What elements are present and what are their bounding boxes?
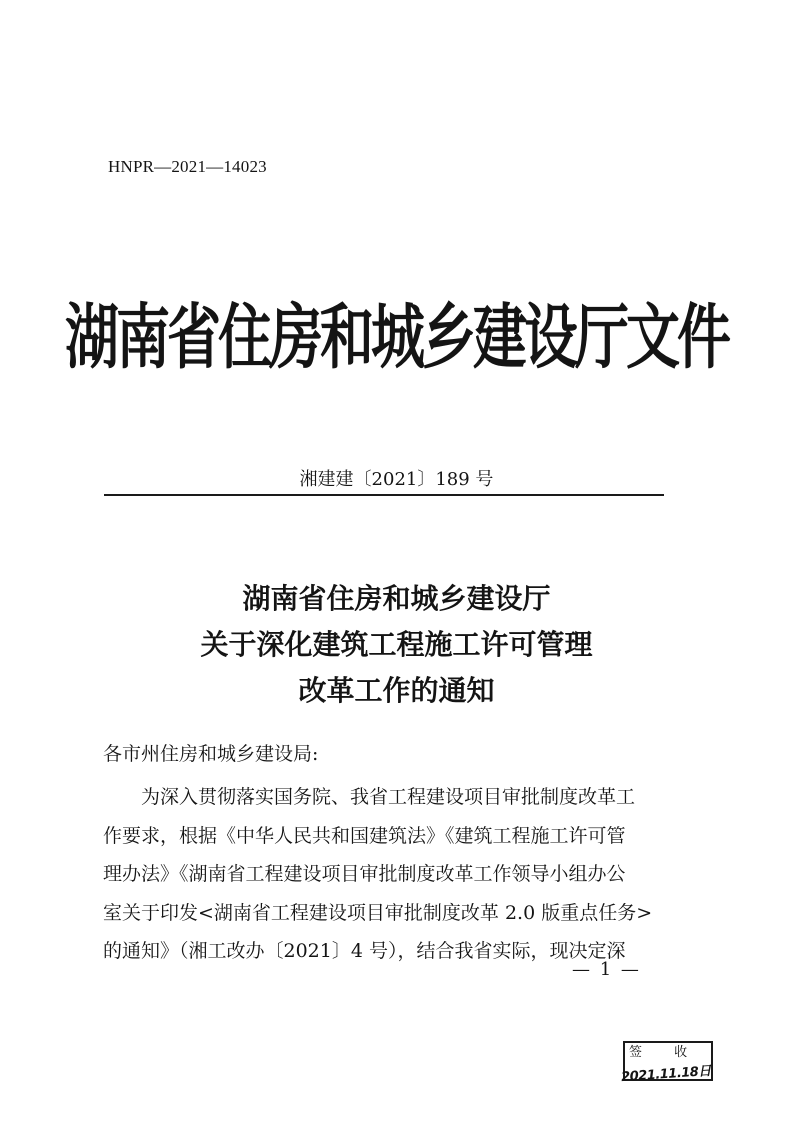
body-line: 为深入贯彻落实国务院、我省工程建设项目审批制度改革工	[103, 786, 636, 808]
document-header: 湖南省住房和城乡建设厅文件	[65, 296, 728, 379]
title-line: 改革工作的通知	[298, 674, 495, 707]
page-number: — 1 —	[572, 959, 641, 980]
issue-number: 湘建建〔2021〕189 号	[299, 469, 494, 490]
document-title	[0, 576, 793, 714]
received-stamp	[617, 1039, 715, 1086]
stamp-label: 签 收	[629, 1045, 702, 1060]
header-rule	[104, 494, 664, 496]
body-line: 理办法》《湖南省工程建设项目审批制度改革工作领导小组办公	[103, 863, 626, 885]
body-text	[103, 778, 663, 971]
title-line: 湖南省住房和城乡建设厅	[242, 582, 551, 615]
body-line: 室关于印发<湖南省工程建设项目审批制度改革 2.0 版重点任务>	[103, 901, 653, 924]
doc-number: HNPR—2021—14023	[108, 157, 267, 176]
body-line: 作要求，根据《中华人民共和国建筑法》《建筑工程施工许可管	[103, 824, 626, 847]
stamp-date: 2021.11.18日	[620, 1063, 712, 1086]
salutation: 各市州住房和城乡建设局:	[103, 743, 319, 765]
body-line: 的通知》（湘工改办〔2021〕4 号），结合我省实际，现决定深	[103, 940, 626, 962]
title-line: 关于深化建筑工程施工许可管理	[200, 628, 593, 661]
